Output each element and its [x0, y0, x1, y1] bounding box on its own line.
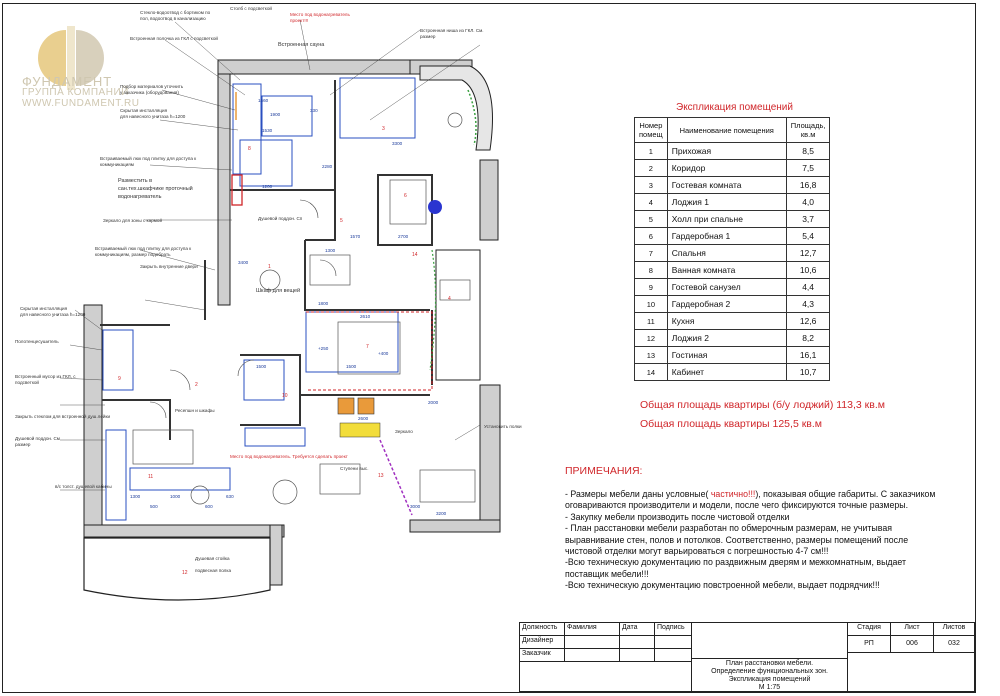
svg-text:9: 9 — [118, 376, 121, 382]
stamp-sheet: 006 — [890, 635, 934, 653]
room-area: 16,8 — [786, 177, 830, 194]
svg-text:Разместить в: Разместить в — [118, 178, 153, 184]
svg-text:Закрыть стеклом для встроенной: Закрыть стеклом для встроенной душ.лейки — [15, 414, 111, 419]
total-area-no-loggia: Общая площадь квартиры (б/у лоджий) 113,3 кв.м — [640, 399, 885, 411]
room-area: 12,6 — [786, 313, 830, 330]
svg-text:1500: 1500 — [256, 364, 267, 369]
svg-text:1300: 1300 — [325, 248, 336, 253]
svg-text:Скрытая инсталляция: Скрытая инсталляция — [20, 306, 68, 311]
table-row — [635, 330, 830, 347]
svg-text:Душевой поддон. См: Душевой поддон. См — [15, 436, 60, 441]
room-name: Коридор — [667, 160, 786, 177]
room-name: Гардеробная 2 — [667, 296, 786, 313]
svg-text:3: 3 — [382, 126, 385, 132]
svg-text:8: 8 — [248, 146, 251, 152]
svg-text:Стекло-водоотвод с бортиком по: Стекло-водоотвод с бортиком по — [140, 10, 211, 15]
svg-text:в/с толст. душевой кабины: в/с толст. душевой кабины — [55, 484, 112, 489]
svg-text:1530: 1530 — [262, 128, 273, 133]
svg-text:3300: 3300 — [392, 141, 403, 146]
svg-text:для навесного унитаза h=1200: для навесного унитаза h=1200 — [20, 312, 86, 317]
room-name: Гостиная — [667, 347, 786, 364]
stamp-h-name: Фамилия — [564, 622, 620, 636]
svg-text:Душевая стойка: Душевая стойка — [195, 556, 230, 561]
svg-text:пол, водоотвод в канализацию: пол, водоотвод в канализацию — [140, 16, 206, 21]
svg-text:7: 7 — [366, 344, 369, 350]
stamp-h-sheets: Листов — [933, 622, 975, 636]
svg-text:2280: 2280 — [322, 164, 333, 169]
room-name: Гостевая комната — [667, 177, 786, 194]
table-row — [635, 245, 830, 262]
svg-text:3400: 3400 — [238, 260, 249, 265]
explication-table — [634, 117, 830, 381]
svg-text:11: 11 — [148, 474, 154, 480]
room-number: 7 — [635, 245, 668, 262]
stamp-client: Заказчик — [519, 648, 565, 662]
room-area: 4,3 — [786, 296, 830, 313]
stamp-client-date — [619, 648, 655, 662]
room-number: 1 — [635, 143, 668, 160]
room-area: 8,5 — [786, 143, 830, 160]
room-number: 11 — [635, 313, 668, 330]
room-number: 2 — [635, 160, 668, 177]
svg-text:5: 5 — [340, 218, 343, 224]
room-number: 10 — [635, 296, 668, 313]
stamp-h-date: Дата — [619, 622, 655, 636]
svg-text:1300: 1300 — [130, 494, 141, 499]
room-area: 3,7 — [786, 211, 830, 228]
svg-text:1570: 1570 — [350, 234, 361, 239]
header-number: Номер помещ — [635, 118, 668, 143]
note-3: - План расстановки мебели разработан по обмерочным размерам, не учитывая выравнивание стен, полов и потолков. Соответственно, размеры помещений после чистовой отделки могут варьироваться с погрешностью 4-7 см!!! — [565, 523, 909, 557]
explication-title: Экспликация помещений — [676, 102, 793, 113]
room-name: Гардеробная 1 — [667, 228, 786, 245]
room-area: 7,5 — [786, 160, 830, 177]
total-area: Общая площадь квартиры 125,5 кв.м — [640, 418, 823, 430]
svg-text:1000: 1000 — [170, 494, 181, 499]
note-2: - Закупку мебели производить после чистовой отделки — [565, 511, 790, 522]
note-4: -Всю техническую документацию по раздвижным дверям и межкомнатным, выдает поставщик мебели!!! — [565, 557, 907, 579]
svg-text:3200: 3200 — [436, 511, 447, 516]
room-area: 16,1 — [786, 347, 830, 364]
svg-text:проект!!!: проект!!! — [290, 18, 309, 23]
svg-text:2: 2 — [195, 382, 198, 388]
stamp-designer-sign — [654, 635, 692, 649]
room-number: 12 — [635, 330, 668, 347]
svg-text:размер: размер — [420, 34, 436, 39]
room-number: 8 — [635, 262, 668, 279]
room-name: Лоджия 1 — [667, 194, 786, 211]
svg-text:Зеркало для зоны с кармой: Зеркало для зоны с кармой — [103, 218, 163, 223]
svg-text:сан.тех.шкафчике проточный: сан.тех.шкафчике проточный — [118, 186, 193, 192]
room-area: 5,4 — [786, 228, 830, 245]
svg-text:Зеркало: Зеркало — [395, 429, 413, 434]
table-row — [635, 160, 830, 177]
room-number: 5 — [635, 211, 668, 228]
svg-text:водонагреватель: водонагреватель — [118, 194, 162, 200]
svg-text:2600: 2600 — [358, 416, 369, 421]
room-number: 3 — [635, 177, 668, 194]
room-name: Кухня — [667, 313, 786, 330]
stamp-designer-date — [619, 635, 655, 649]
note-1: - Размеры мебели даны условные( частично!!!), показывая общие габариты. С заказчиком оговариваются производители и модели, после чего фиксируются точные размеры. — [565, 489, 936, 511]
svg-text:14: 14 — [412, 252, 418, 258]
stamp-empty-area — [519, 661, 692, 692]
room-area: 4,4 — [786, 279, 830, 296]
stamp-stage: РП — [847, 635, 891, 653]
wardrobe-note — [118, 178, 193, 200]
yellow-zone — [340, 423, 380, 437]
room-name: Лоджия 2 — [667, 330, 786, 347]
loggia-right — [436, 250, 480, 380]
svg-text:Скрытая инсталляция: Скрытая инсталляция — [120, 108, 168, 113]
svg-text:Встроенная полочка из ГКЛ с по: Встроенная полочка из ГКЛ с подсветкой — [130, 36, 218, 41]
room-area: 10,6 — [786, 262, 830, 279]
svg-text:6: 6 — [404, 193, 407, 199]
svg-text:12: 12 — [182, 570, 188, 576]
stamp-sheets: 032 — [933, 635, 975, 653]
logo-text: ФУНДАМЕНТ ГРУППА КОМПАНИЙ WWW.FUNDAMENT.RU — [22, 74, 140, 109]
svg-text:13: 13 — [378, 473, 384, 479]
purple-sliding-door — [380, 440, 412, 515]
room-name: Прихожая — [667, 143, 786, 160]
room-name: Ванная комната — [667, 262, 786, 279]
room-number: 13 — [635, 347, 668, 364]
room-name: Спальня — [667, 245, 786, 262]
svg-text:1200: 1200 — [262, 184, 273, 189]
svg-text:1800: 1800 — [318, 301, 329, 306]
stamp-company-area — [847, 652, 975, 692]
interior-walls — [100, 80, 432, 440]
room-number: 9 — [635, 279, 668, 296]
room-name: Кабинет — [667, 364, 786, 381]
svg-text:2700: 2700 — [398, 234, 409, 239]
stamp-designer-name — [564, 635, 620, 649]
table-row — [635, 143, 830, 160]
svg-text:размер: размер — [15, 442, 31, 447]
explication-header-row — [635, 118, 830, 143]
svg-text:Столб с подсветкой: Столб с подсветкой — [230, 6, 272, 11]
table-row — [635, 364, 830, 381]
svg-text:1: 1 — [268, 264, 271, 270]
title-block — [519, 622, 975, 692]
table-row — [635, 177, 830, 194]
stamp-h-role: Должность — [519, 622, 565, 636]
svg-text:Подбор материалов уточнить: Подбор материалов уточнить — [120, 84, 184, 89]
svg-text:Установить полки: Установить полки — [484, 424, 522, 429]
svg-text:1660: 1660 — [258, 98, 269, 103]
room-name: Гостевой санузел — [667, 279, 786, 296]
svg-text:Полотенцесушитель: Полотенцесушитель — [15, 339, 59, 344]
loggia-bottom — [84, 538, 270, 600]
stamp-client-name — [564, 648, 620, 662]
svg-text:Закрыть внутренние двери: Закрыть внутренние двери — [140, 264, 198, 269]
note-5: -Всю техническую документацию повстроенной мебели, выдает подрядчик!!! — [565, 580, 880, 591]
svg-text:Встроенный мусор из ГКЛ, с: Встроенный мусор из ГКЛ, с — [15, 374, 76, 379]
svg-text:у заказчика (оборудования): у заказчика (оборудования) — [120, 90, 179, 95]
table-row — [635, 347, 830, 364]
note-1-highlight: частично!!! — [708, 489, 756, 499]
header-name: Наименование помещения — [667, 118, 786, 143]
svg-text:коммуникациям: коммуникациям — [100, 162, 134, 167]
header-area: Площадь, кв.м — [786, 118, 830, 143]
svg-text:4: 4 — [448, 296, 451, 302]
table-row — [635, 211, 830, 228]
blue-round-fixture — [428, 200, 442, 214]
table-row — [635, 279, 830, 296]
table-row — [635, 194, 830, 211]
svg-text:1500: 1500 — [346, 364, 357, 369]
svg-text:Ресепшн и шкафы: Ресепшн и шкафы — [175, 408, 215, 413]
room-area: 12,7 — [786, 245, 830, 262]
orange-bath-right — [358, 398, 374, 414]
svg-text:1900: 1900 — [270, 112, 281, 117]
svg-text:Душевой поддон. Сп: Душевой поддон. Сп — [258, 216, 303, 221]
wall-top — [218, 60, 418, 74]
stamp-h-stage: Стадия — [847, 622, 891, 636]
table-row — [635, 262, 830, 279]
svg-text:+400: +400 — [378, 351, 389, 356]
svg-text:10: 10 — [282, 393, 288, 399]
room-area: 8,2 — [786, 330, 830, 347]
svg-text:2610: 2610 — [360, 314, 371, 319]
room-area: 4,0 — [786, 194, 830, 211]
svg-text:коммуникациям, размер подобрат: коммуникациям, размер подобрать — [95, 252, 171, 257]
svg-text:для навесного унитаза h=1200: для навесного унитаза h=1200 — [120, 114, 186, 119]
orange-bath-left — [338, 398, 354, 414]
svg-text:Шкаф для вещей: Шкаф для вещей — [256, 288, 301, 294]
stamp-description: План расстановки мебели. Определение функциональных зон. Экспликация помещений М 1:75 — [691, 658, 848, 692]
stamp-h-sheet: Лист — [890, 622, 934, 636]
svg-text:+250: +250 — [318, 346, 329, 351]
svg-text:3000: 3000 — [410, 504, 421, 509]
stamp-designer: Дизайнер — [519, 635, 565, 649]
svg-text:600: 600 — [205, 504, 213, 509]
notes-block — [565, 489, 945, 592]
svg-text:подвесная полка: подвесная полка — [195, 568, 232, 573]
svg-text:Место под водонагреватель. Тре: Место под водонагреватель. Требуется сделать проект — [230, 454, 348, 459]
table-row — [635, 296, 830, 313]
room-number: 4 — [635, 194, 668, 211]
svg-text:Место под водонагреватель: Место под водонагреватель — [290, 12, 350, 17]
svg-text:Встраиваемый люк под плитку дл: Встраиваемый люк под плитку для доступа к — [100, 156, 197, 161]
svg-text:630: 630 — [226, 494, 234, 499]
room-number: 14 — [635, 364, 668, 381]
room-numbers — [118, 126, 451, 576]
svg-text:Встраиваемый люк под плитку дл: Встраиваемый люк под плитку для доступа к — [95, 246, 192, 251]
svg-text:Встроенная сауна: Встроенная сауна — [278, 42, 325, 48]
svg-text:330: 330 — [310, 108, 318, 113]
stamp-client-sign — [654, 648, 692, 662]
table-row — [635, 313, 830, 330]
room-name: Холл при спальне — [667, 211, 786, 228]
svg-text:Ступени выс.: Ступени выс. — [340, 466, 369, 471]
table-row — [635, 228, 830, 245]
svg-text:подсветкой: подсветкой — [15, 380, 39, 385]
room-area: 10,7 — [786, 364, 830, 381]
stamp-h-sign: Подпись — [654, 622, 692, 636]
notes-title: ПРИМЕЧАНИЯ: — [565, 465, 643, 477]
svg-text:Встроенная ниша из ГКЛ. См.: Встроенная ниша из ГКЛ. См. — [420, 28, 484, 33]
room-number: 6 — [635, 228, 668, 245]
svg-text:2000: 2000 — [428, 400, 439, 405]
svg-text:500: 500 — [150, 504, 158, 509]
wall-left-upper — [218, 60, 230, 305]
red-dashed-partition — [306, 312, 432, 390]
